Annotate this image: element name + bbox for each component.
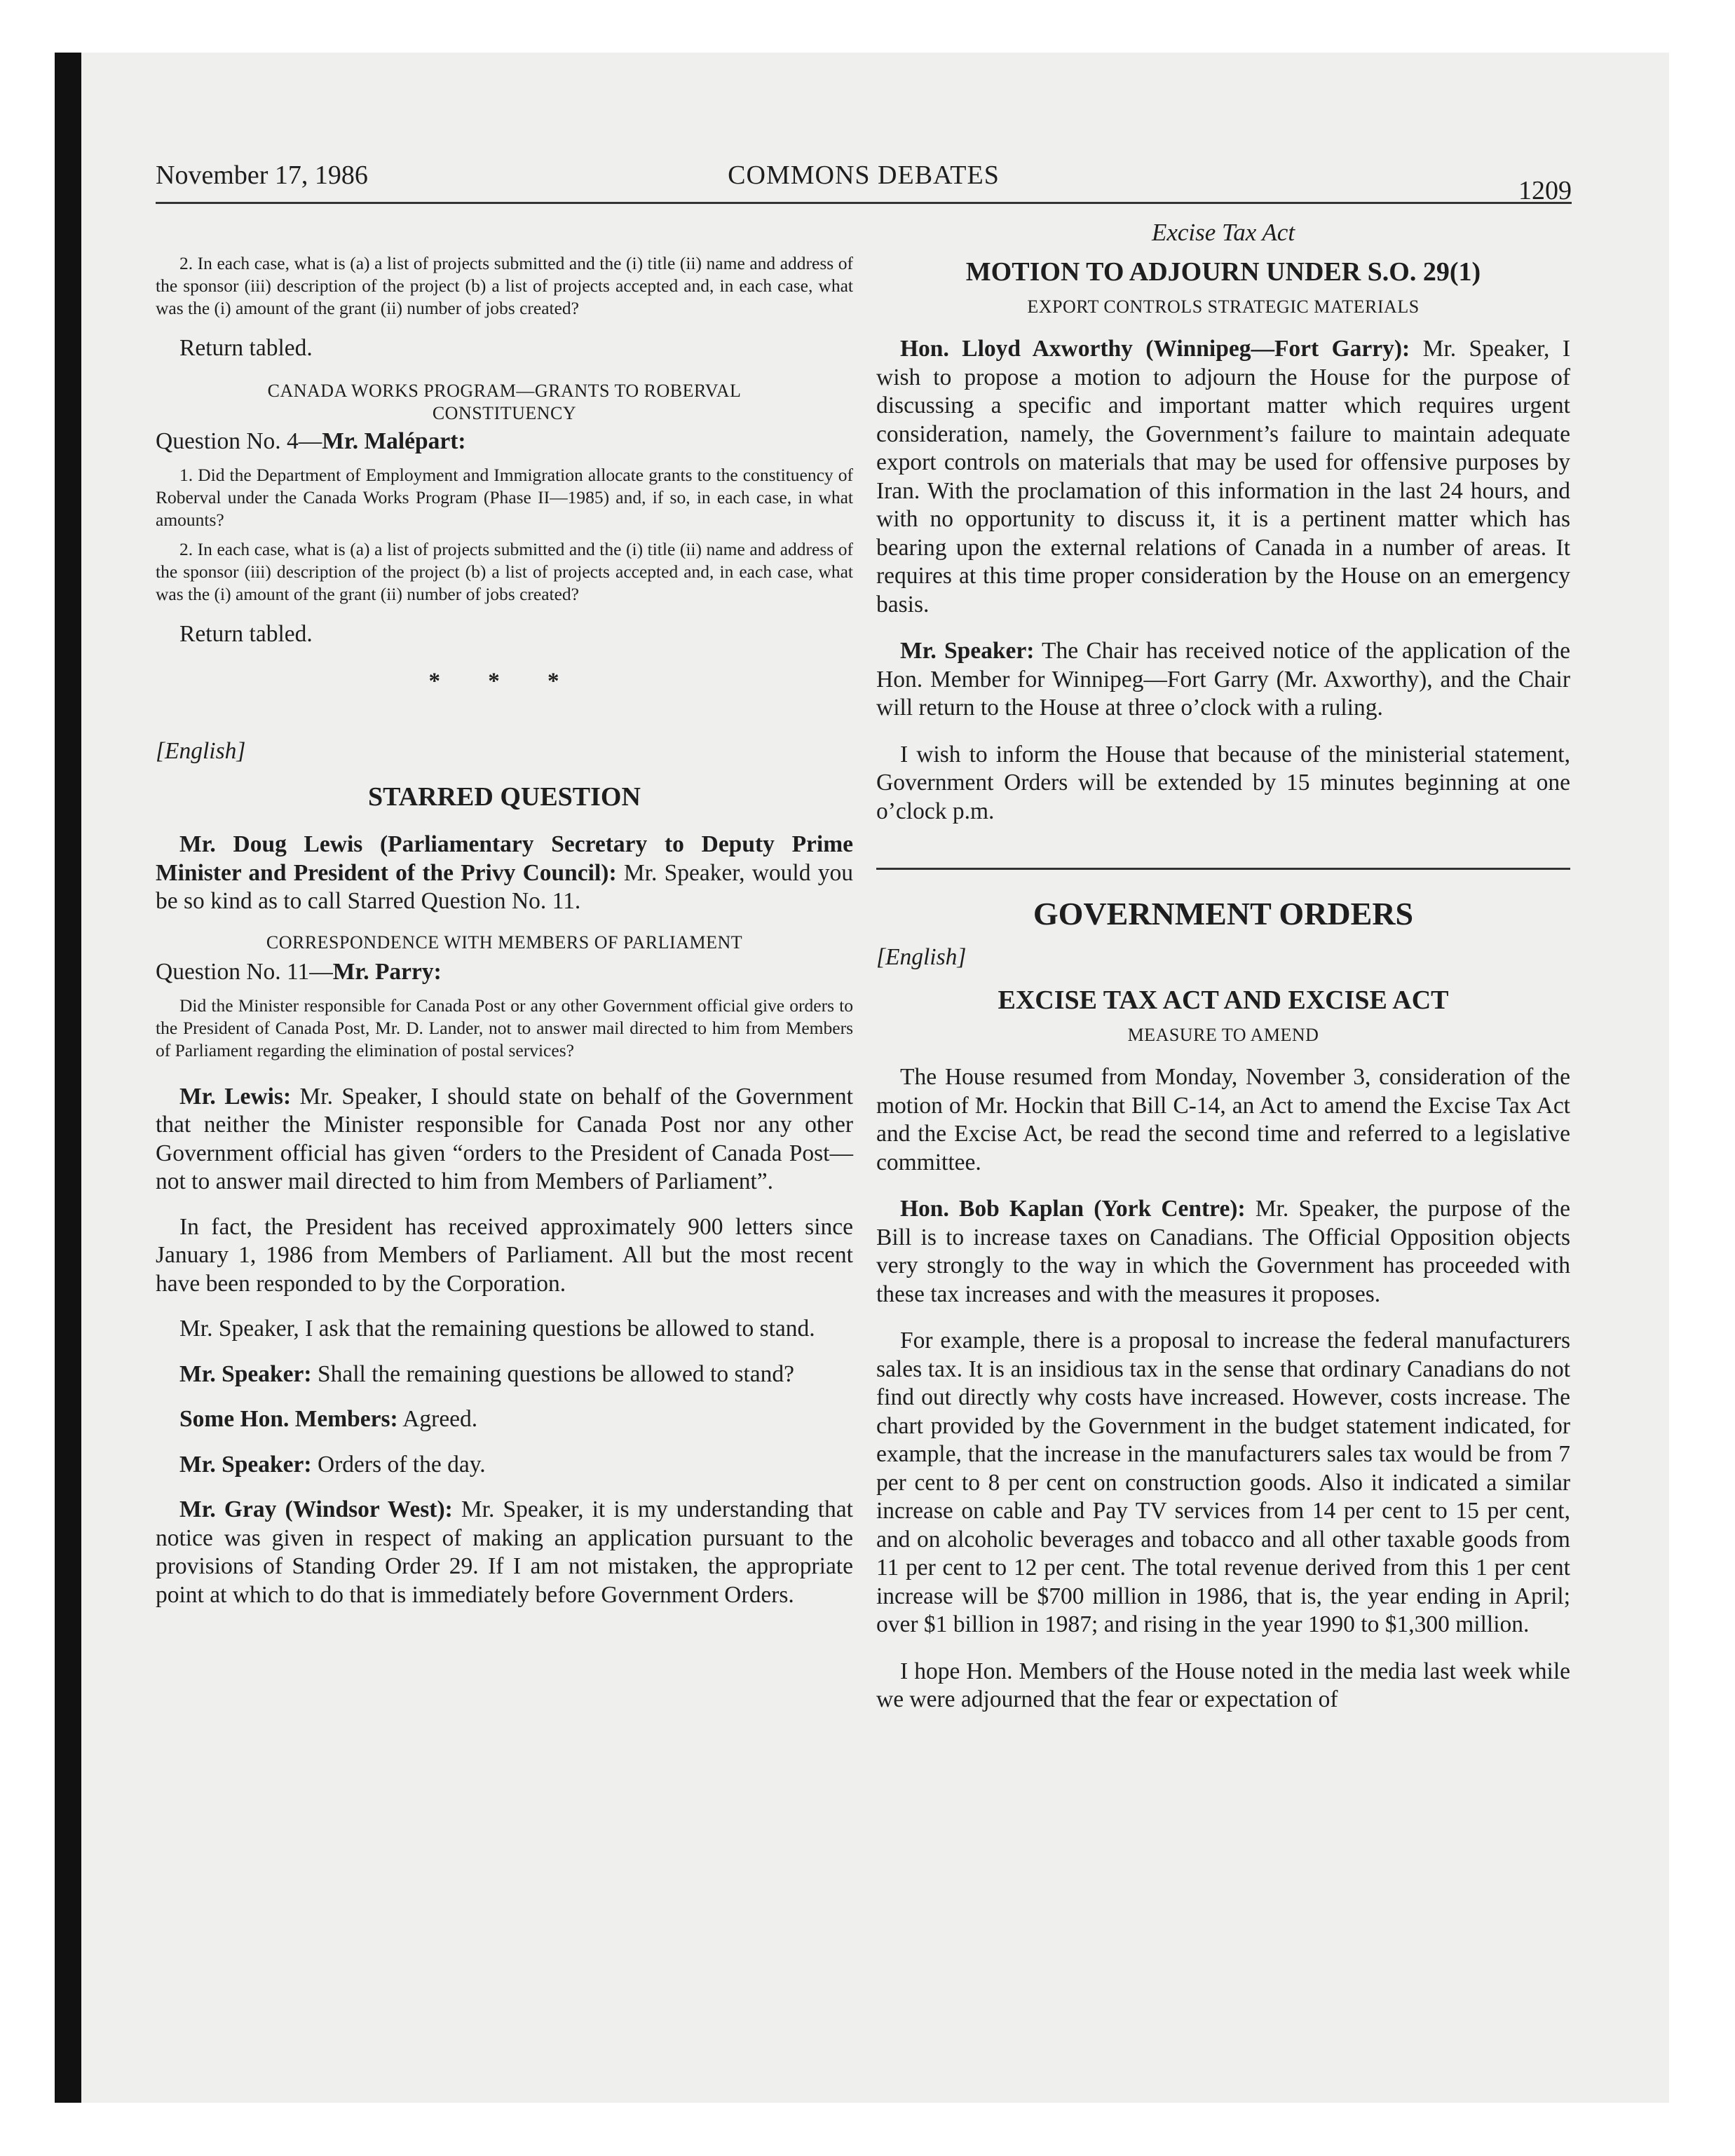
speech-paragraph: [156, 1451, 853, 1480]
speech-paragraph: The House resumed from Monday, November 3, consideration of the motion of Mr. Hockin that Bill C-14, an Act to amend the Excise Tax Act and the Excise Act, be read the second time and referred to a legislative committee.: [876, 1064, 1570, 1175]
speech-paragraph: [876, 637, 1570, 723]
section-divider: [876, 868, 1570, 870]
section-heading: GOVERNMENT ORDERS: [1033, 896, 1414, 932]
speech-text: Agreed.: [397, 1406, 478, 1432]
return-tabled: Return tabled.: [179, 335, 313, 361]
language-tag: [English]: [876, 944, 967, 970]
speech-paragraph: [156, 1405, 853, 1434]
section-separator: * * *: [428, 669, 580, 694]
question-subhead: CANADA WORKS PROGRAM—GRANTS TO ROBERVAL CONSTITUENCY: [267, 381, 742, 423]
speaker-name: Mr. Speaker:: [900, 638, 1035, 664]
section-subhead: MEASURE TO AMEND: [1127, 1025, 1319, 1045]
speech-paragraph: I wish to inform the House that because of the ministerial statement, Government Orders will be extended by 15 minutes beginning at one o’clock p.m.: [876, 741, 1570, 824]
page-number: 1209: [1518, 176, 1572, 205]
question-number: Question No. 4—: [156, 428, 322, 454]
speech-paragraph: In fact, the President has received approximately 900 letters since January 1, 1986 from Members of Parliament. All but the most recent have been responded to by the Corporation.: [156, 1213, 853, 1297]
speech-paragraph: [156, 1083, 853, 1196]
speech-paragraph: [156, 1496, 853, 1609]
speech-text: Mr. Speaker, I should state on behalf of the Government that neither the Minister responsible for Canada Post nor any other Government official has given “orders to the President of Canada Post—not to answer mail directed to him from Members of Parliament”.: [156, 1083, 853, 1194]
speech-text: Mr. Speaker, the purpose of the Bill is to increase taxes on Canadians. The Official Opposition objects very strongly to the way in which the Government has proceeded with these tax increases and with the measures it proposes.: [876, 1196, 1571, 1307]
speaker-name: Mr. Lewis:: [179, 1083, 292, 1110]
language-tag: [English]: [156, 738, 246, 764]
left-column: [156, 210, 853, 1609]
section-subhead: EXPORT CONTROLS STRATEGIC MATERIALS: [1027, 296, 1420, 317]
speech-paragraph: [156, 1360, 853, 1389]
question-heading: [156, 428, 853, 456]
speaker-name: Mr. Doug Lewis (Parliamentary Secretary to Deputy Prime Minister and President of the Privy Council):: [156, 831, 853, 886]
speech-text: Orders of the day.: [311, 1451, 486, 1478]
speaker-name: Hon. Lloyd Axworthy (Winnipeg—Fort Garry):: [900, 336, 1410, 362]
running-title: Excise Tax Act: [1151, 219, 1295, 246]
question-text: 2. In each case, what is (a) a list of projects submitted and the (i) title (ii) name and address of the sponsor (iii) description of the project (b) a list of projects accepted and, in each case, what was the (i) amount of the grant (ii) number of jobs created?: [156, 253, 853, 318]
question-text: 1. Did the Department of Employment and Immigration allocate grants to the constituency of Roberval under the Canada Works Program (Phase II—1985) and, if so, in each case, in what amounts?: [156, 465, 853, 530]
return-tabled: Return tabled.: [179, 621, 313, 647]
speaker-name: Mr. Speaker:: [179, 1451, 312, 1478]
section-heading: EXCISE TAX ACT AND EXCISE ACT: [998, 985, 1449, 1015]
speech-paragraph: I hope Hon. Members of the House noted in the media last week while we were adjourned that the fear or expectation of: [876, 1658, 1570, 1712]
question-member: Mr. Parry:: [332, 958, 442, 985]
question-heading: [156, 958, 853, 986]
scan-edge-shadow: [55, 53, 81, 2103]
section-heading: STARRED QUESTION: [368, 782, 641, 812]
speech-text: Mr. Speaker, it is my understanding that notice was given in respect of making an application pursuant to the provisions of Standing Order 29. If I am not mistaken, the appropriate point at which to do that is immediately before Government Orders.: [156, 1496, 853, 1608]
speaker-name: Mr. Speaker:: [179, 1360, 312, 1387]
running-head: [156, 160, 1572, 204]
question-text: Did the Minister responsible for Canada Post or any other Government official give orders to the President of Canada Post, Mr. D. Lander, not to answer mail directed to him from Members of Parliament regarding the elimination of postal services?: [156, 995, 853, 1060]
section-heading: MOTION TO ADJOURN UNDER S.O. 29(1): [965, 257, 1481, 287]
question-text: 2. In each case, what is (a) a list of projects submitted and the (i) title (ii) name and address of the sponsor (iii) description of the project (b) a list of projects accepted and, in each case, what was the (i) amount of the grant (ii) number of jobs created?: [156, 539, 853, 604]
speaker-name: Mr. Gray (Windsor West):: [179, 1496, 453, 1522]
speech-paragraph: [156, 831, 853, 916]
speech-text: Shall the remaining questions be allowed to stand?: [311, 1360, 795, 1387]
header-date: November 17, 1986: [156, 161, 368, 190]
question-number: Question No. 11—: [156, 958, 333, 985]
right-column: [876, 210, 1570, 1714]
speech-paragraph: [876, 335, 1570, 619]
question-subhead: CORRESPONDENCE WITH MEMBERS OF PARLIAMENT: [266, 932, 743, 953]
speech-text: Mr. Speaker, would you be so kind as to call Starred Question No. 11.: [156, 859, 853, 914]
header-title: COMMONS DEBATES: [728, 161, 1000, 190]
speaker-name: Some Hon. Members:: [179, 1406, 398, 1432]
speech-paragraph: [876, 1195, 1570, 1309]
speech-paragraph: Mr. Speaker, I ask that the remaining questions be allowed to stand.: [179, 1316, 815, 1342]
speech-text: The Chair has received notice of the application of the Hon. Member for Winnipeg—Fort Garry (Mr. Axworthy), and the Chair will return to the House at three o’clock with a ruling.: [876, 638, 1570, 721]
speech-paragraph: For example, there is a proposal to increase the federal manufacturers sales tax. It is an insidious tax in the sense that ordinary Canadians do not find out directly why costs have increased. However, costs increase. The chart provided by the Government in the budget statement indicated, for example, that the increase in the manufacturers sales tax would be from 7 per cent to 8 per cent on construction goods. Also it indicated a similar increase on cable and Pay TV services from 14 per cent to 15 per cent, and on alcoholic beverages and tobacco and all other taxable goods from 11 per cent to 12 per cent. The total revenue derived from this 1 per cent increase will be $700 million in 1986, that is, the year ending in April; over $1 billion in 1987; and rising in the year 1990 to $1,300 million.: [876, 1328, 1570, 1637]
speaker-name: Hon. Bob Kaplan (York Centre):: [900, 1196, 1246, 1222]
speech-text: Mr. Speaker, I wish to propose a motion to adjourn the House for the purpose of discussing a specific and important matter which requires urgent consideration, namely, the Government’s failure to maintain adequate export controls on materials that may be used for offensive purposes by Iran. With the proclamation of this information in the last 24 hours, and with no opportunity to discuss it, it is a pertinent matter which has bearing upon the external relations of Canada in a number of areas. It requires at this time proper consideration by the House on an emergency basis.: [876, 336, 1571, 618]
question-member: Mr. Malépart:: [322, 428, 466, 454]
